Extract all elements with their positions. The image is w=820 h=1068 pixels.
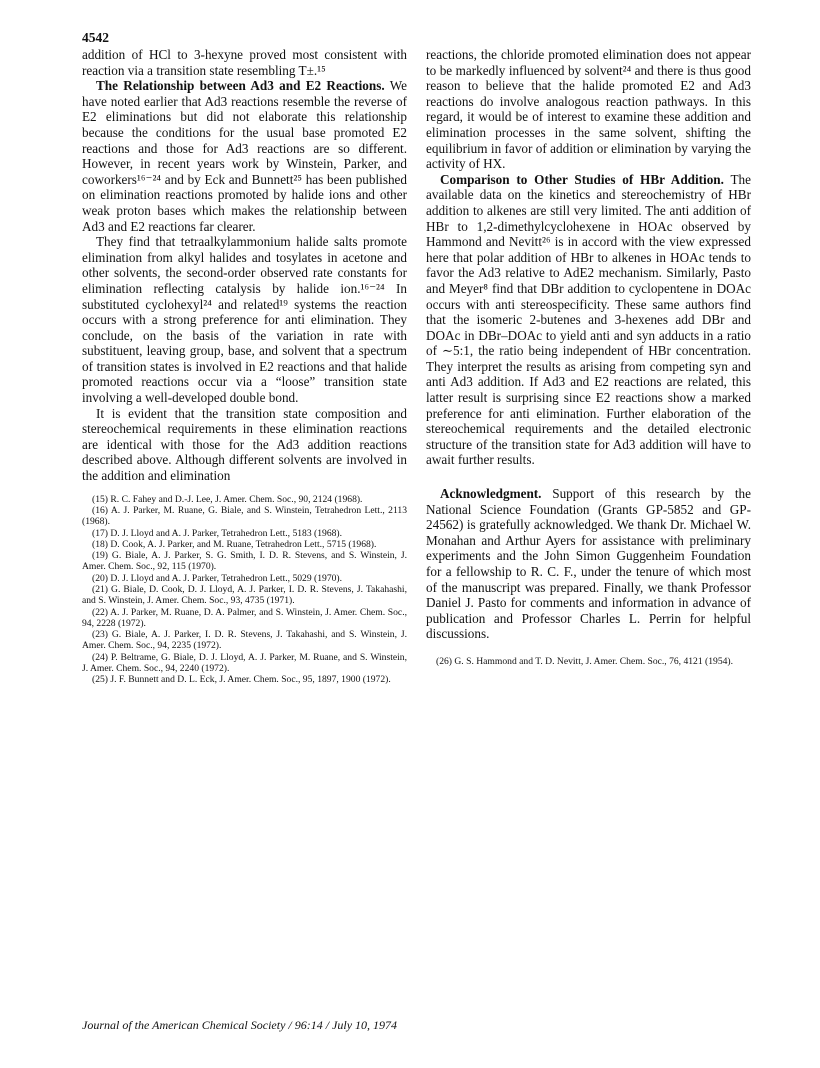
right-body <box>426 47 751 468</box>
section-heading: Comparison to Other Studies of HBr Addition. <box>440 171 724 187</box>
footnote: (18) D. Cook, A. J. Parker, and M. Ruane, Tetrahedron Lett., 5715 (1968). <box>92 538 377 550</box>
footnotes <box>426 656 751 667</box>
journal-footer: Journal of the American Chemical Society / 96:14 / July 10, 1974 <box>82 1018 398 1032</box>
footnote: (17) D. J. Lloyd and A. J. Parker, Tetrahedron Lett., 5183 (1968). <box>92 527 343 539</box>
paragraph: addition of HCl to 3-hexyne proved most consistent with reaction via a transition state resembling T±.¹⁵ <box>82 47 407 78</box>
left-body <box>82 47 407 484</box>
footnote: (25) J. F. Bunnett and D. L. Eck, J. Amer. Chem. Soc., 95, 1897, 1900 (1972). <box>92 674 391 686</box>
footnote: (23) G. Biale, A. J. Parker, I. D. R. Stevens, J. Takahashi, and S. Winstein, J. Amer. Chem. Soc., 94, 2235 (1972). <box>82 629 407 652</box>
footnote: (26) G. S. Hammond and T. D. Nevitt, J. Amer. Chem. Soc., 76, 4121 (1954). <box>436 655 734 667</box>
paragraph: It is evident that the transition state composition and stereochemical requirements in these elimination reactions are identical with those for the Ad3 addition reactions described above. Although different solvents are involved in the addition and elimination <box>82 405 407 484</box>
footnote: (24) P. Beltrame, G. Biale, D. J. Lloyd, A. J. Parker, M. Ruane, and S. Winstein, J. Amer. Chem. Soc., 94, 2240 (1972). <box>82 651 407 675</box>
right-column <box>426 47 751 667</box>
footnote: (19) G. Biale, A. J. Parker, S. G. Smith, I. D. R. Stevens, and S. Winstein, J. Amer. Chem. Soc., 92, 115 (1970). <box>82 550 407 573</box>
footnote: (22) A. J. Parker, M. Ruane, D. A. Palmer, and S. Winstein, J. Amer. Chem. Soc., 94, 2228 (1972). <box>82 606 407 629</box>
paragraph: They find that tetraalkylammonium halide salts promote elimination from alkyl halides and tosylates in acetone and other solvents, the second-order observed rate constants for elimination reflecting catalysis by halide ion.¹⁶⁻²⁴ In substituted cyclohexyl²⁴ and related¹⁹ systems the reaction occurs with a strong preference for anti elimination. They conclude, on the basis of the variation in rate with substituent, leaving group, base, and solvent that a spectrum of transition states is involved in E2 reactions and that halide promoted reactions occur via a “loose” transition state involving a well-developed double bond. <box>82 234 407 406</box>
footnote: (15) R. C. Fahey and D.-J. Lee, J. Amer. Chem. Soc., 90, 2124 (1968). <box>92 493 363 505</box>
footnote: (21) G. Biale, D. Cook, D. J. Lloyd, A. J. Parker, I. D. R. Stevens, J. Takahashi, and S. Winstein, J. Amer. Chem. Soc., 93, 4735 (1971). <box>82 584 407 607</box>
paragraph: reactions, the chloride promoted elimination does not appear to be markedly influenced by solvent²⁴ and there is thus good reason to believe that the halide promoted E2 and Ad3 reactions do involve analogous reaction pathways. In this regard, it would be of interest to examine these addition and elimination processes in the same solvent, shifting the equilibrium in favor of addition or elimination by varying the activity of HX. <box>426 47 751 172</box>
footnote: (16) A. J. Parker, M. Ruane, G. Biale, and S. Winstein, Tetrahedron Lett., 2113 (1968). <box>82 504 407 528</box>
paragraph: Acknowledgment. Support of this research by the National Science Foundation (Grants GP-5852 and GP-24562) is gratefully acknowledged. We thank Dr. Michael W. Monahan and Arthur Ayers for assistance with preliminary experiments and the John Simon Guggenheim Foundation for a fellowship to R. C. F., under the tenure of which most of the manuscript was prepared. Finally, we thank Professor Daniel J. Pasto for comments and information in advance of publication and Professor Charles L. Perrin for helpful discussions. <box>426 486 751 642</box>
paragraph: The Relationship between Ad3 and E2 Reactions. We have noted earlier that Ad3 reactions resemble the reverse of E2 eliminations but did not elaborate this relationship because the conditions for the usual base promoted E2 reactions and those for Ad3 reactions are so different. However, in recent years work by Winstein, Parker, and coworkers¹⁶⁻²⁴ and by Eck and Bunnett²⁵ has been published on elimination reactions promoted by halide ions and other weak proton bases which makes the relationship between Ad3 and E2 reactions far clearer. <box>82 78 407 234</box>
paragraph: Comparison to Other Studies of HBr Addition. The available data on the kinetics and stereochemistry of HBr addition to alkenes are still very limited. The anti addition of HBr to 1,2-dimethylcyclohexene in HOAc observed by Hammond and Nevitt²⁶ is in accord with the view expressed here that polar addition of HBr to alkenes in HOAc tends to favor the Ad3 relative to AdE2 mechanism. Similarly, Pasto and Meyer⁸ find that DBr addition to cyclopentene in DOAc occurs with anti stereospecificity. These same authors find that the isomeric 2-butenes and 3-hexenes add DBr and DOAc in DBr–DOAc to yield anti and syn adducts in a ratio of ∼5:1, the ratio being independent of HBr concentration. They interpret the results as arising from competing syn and anti Ad3 addition. If Ad3 and E2 reactions are related, this latter result is surprising since E2 reactions show a marked preference for anti elimination. Further elaboration of the stereochemical requirements and the detailed electronic structure of the transition state for Ad3 addition will have to await further results. <box>426 171 751 468</box>
section-heading: The Relationship between Ad3 and E2 Reactions. <box>96 78 385 94</box>
acknowledgment-heading: Acknowledgment. <box>440 486 542 502</box>
footnote: (20) D. J. Lloyd and A. J. Parker, Tetrahedron Lett., 5029 (1970). <box>92 572 343 584</box>
footnotes <box>82 494 407 686</box>
left-column <box>82 47 407 686</box>
page-number: 4542 <box>82 30 109 45</box>
acknowledgment <box>426 486 751 642</box>
